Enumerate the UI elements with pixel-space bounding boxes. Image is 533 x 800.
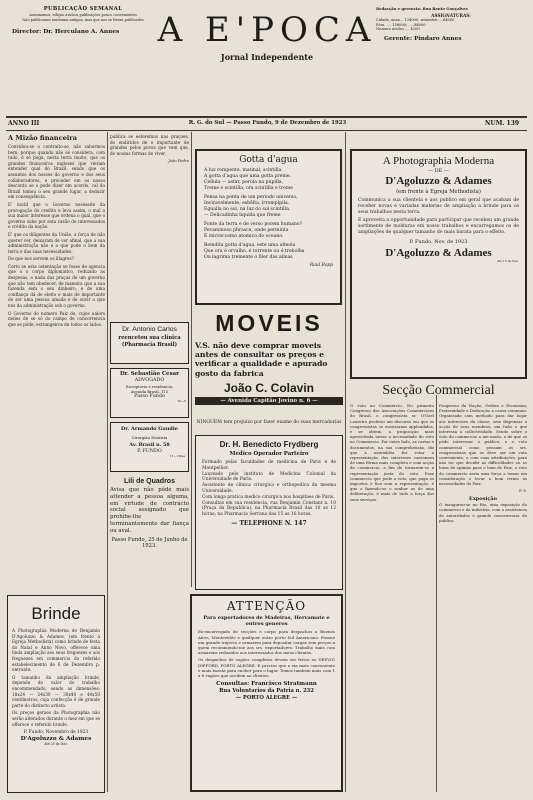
ad-line: Formado pelas faculdades de medicina de Paris e de Montpellier. <box>202 460 336 471</box>
ad-line: Assistente de clinica cirurgica e orthopedica da mesma Universidade. <box>202 483 336 494</box>
photo-text: Communica a sua clientela e aos publico em geral que acabam de receber novas e variadas materias de ampliação a brinde para os seus trabalhos nesta terra. <box>358 198 519 215</box>
article-heading: A Mizão financeira <box>8 134 78 142</box>
moveis-name: João C. Colavin <box>223 380 315 395</box>
attencao-title: ATTENÇÃO <box>226 599 307 613</box>
place-date: R. G. do Sul — Passo Fundo, 9 de Dezembro de 1923 <box>188 120 347 126</box>
redaccao-address: Redacção e gerencia: Rua Bento Gonçalves <box>376 6 468 11</box>
article-paragraph: Convidou-se o contraíto-se, não sabermos bem, porque quando não se considera, com tudo, é se pega, nesta terra muito, que os grandes financeiros inglezes que vieram entender qual do Brazil, sendo que os assuntos dos nossos do governo e dos seus collaboradores, e proceder em os nosso desconto se o pode dizer em acordo, cal do Brazil tomou o seu grande lugar, a deduzir em consequência. <box>8 144 105 200</box>
seccao-column-b <box>439 403 527 523</box>
poem-verse: — Delicadinha liquida que freme <box>204 213 281 218</box>
poem-verse: Egualla no sol, na luz do sol scintilla, <box>204 207 291 212</box>
poem-verse: A gotta d'agua que uma gotta preme. <box>204 174 291 179</box>
photo-firm: D'Agoluzzo & Adames <box>385 175 492 187</box>
brinde-ad <box>7 595 105 793</box>
article-signature: João Pedro <box>168 158 189 164</box>
poem-verse: Cellula — astar, perola na pupilla, <box>204 180 284 185</box>
brinde-text: Os preços geraes da Photographia não serão alterados durante o mez em que se offerece o referido brinde. <box>12 710 100 727</box>
exposicao-text: O inaugurou-se no Rio, uma exposição do commercio e da industria, com a assistencia de autoridades e grande concorrencia do publico. <box>439 502 527 523</box>
ad-name: Dr. Antonio Carlos <box>122 326 177 333</box>
ad-text: Avisa que não póde mais attender a pessoa alguma, em virtude de contracto social assignado que prohibe-lhe terminantemente dar fiança ou aval. <box>110 487 189 534</box>
photo-de: — DE — <box>428 168 449 174</box>
poem-verse: Fonte da terra e de verso porem humano? <box>204 222 303 227</box>
attencao-text: Os despachos de vagões completos devem ser feitos ao DESVIO DIFFORD, PORTO ALEGRE. E preciso que a via mais conveniente e mais barata para encher para o lugar. Temos também mais com 1 a 6 vagões que acodem ao clientes. <box>198 657 335 679</box>
ninguem-notice: NINGUEM tem prejuizo por fazer exame do suas mercadorias <box>196 420 342 425</box>
column-rule <box>191 132 192 587</box>
photo-code: Até 15 de Dez. <box>496 259 519 263</box>
moveis-title: MOVEIS <box>215 310 323 336</box>
ad-name: Dr. Sebastião Cesar <box>120 371 179 377</box>
ad-name: Dr. Armando Gaudie <box>121 426 178 432</box>
publication-frequency: PUBLICAÇÃO SEMANAL <box>43 6 123 12</box>
moveis-address: — Avenida Capitão Jovino n. 6 — <box>195 397 343 405</box>
article-paragraph: De que nos servem os illagres? <box>8 256 74 262</box>
brinde-code: Até 25 de Dez. <box>44 742 68 747</box>
publication-note: Assumamos, edição avulsos publicações pouco convenientes <box>29 13 137 17</box>
ad-line: Consultas em sua residencia, rua Benjamin Constant n. 10 (Praça da Republica), na Pharmacia Brasil das 10 as 12 horas; na Pharmacia Serrana das 15 as 16 horas. <box>202 500 336 518</box>
ad-line: Av. Brasil n. 58 <box>129 442 170 448</box>
ad-photographia-moderna <box>350 149 527 379</box>
column-rule <box>345 132 346 792</box>
brinde-firm: D'Agoluzzo & Adames <box>20 736 92 743</box>
photo-where: (em frente à Egreja Methodista) <box>396 189 481 195</box>
ad-name: Dr. H. Benedicto Frydberg <box>219 440 319 449</box>
masthead-rule <box>6 116 527 118</box>
ad-moveis <box>195 310 343 414</box>
article-paragraph: Certo se esta ostentação se fosse de agencia que o o corpo diplomatico, reduzido as despesas, o nada das praças de um governo que não tem obedecer, de maneira que a sua fazenda sem o seu dinheiro, e de uma confiança dá de eleito e mais de importante de ser uma pessoa amada e de ouvir o que nos da administração sob o governo. <box>8 263 105 309</box>
brinde-signature: P. Fundo, Novembro de 1923 <box>23 730 89 736</box>
publication-note: Não publicamos nenhuma antigos, mas que nos se forem publicados <box>22 18 144 22</box>
article-continuation <box>110 134 189 163</box>
poem-verse: Bemdita gotta d'agua, este uma alteola <box>204 243 296 248</box>
attencao-consult: Consultas: Francisco Stratmann <box>216 681 317 688</box>
photo-signature: P. Fundo, Nov. de 1923 <box>409 239 468 245</box>
ad-armando-gaudie <box>110 422 189 472</box>
dateline-rule <box>6 130 527 131</box>
moveis-text: V.S. não deve comprar moveis antes de consultar os preços e verificar a qualidade e apurado gosto da fabrica <box>195 341 328 378</box>
poem-verse: Pensa na ponta de um periodo universo, <box>204 195 298 200</box>
article-paragraph: publica se esteremus nas praçoes, do endiridos de o importante de grandes pelos povos que vem que, de nossas formas de viver. <box>110 134 189 156</box>
attencao-city: — PORTO ALEGRE — <box>235 695 298 702</box>
masthead-right-block <box>376 6 526 42</box>
subscription-line: Numero avulso .... $200 <box>376 27 420 32</box>
newspaper-title: A E'POCA <box>157 10 377 50</box>
issue-number: NUM. 139 <box>485 120 520 127</box>
attencao-text: Ex-encarregado de secções e corpo para despachos a Buenos Aires, Montevidéo e qualquer outro porto Sul Americano. Possuo um grande trajecto e armazem para depositar cargas sem preços a quem recommendo-me aos srs. exportadores. Trabalho mais com armazens reduzidos aos interessados dos meus clientes. <box>198 629 335 656</box>
photo-text: E aproveita a opportunidade para participar que recebeu um grande sortimento de molduras em nosso trabalhos e encarregamos os de ampliações de qualquer tamanho de mais barata para o effeito. <box>358 218 519 235</box>
ad-line: P. FUNDO <box>137 449 162 454</box>
poem-verse: A luz rompente, matinal, scintilla <box>204 168 282 173</box>
article-paragraph: E' inutil que o Governo necessite da prorogação do credito e leva assim, o mal a sua maior interesse que ordena o qual, que o governo sabe por esta razão de interessados e crédito da nação. <box>8 201 105 230</box>
photo-title: A Photographia Moderna <box>382 155 495 167</box>
photo-firm-signature: D'Agoluzzo & Adames <box>385 247 492 259</box>
ad-line: Cirurgião Dentista <box>131 435 168 440</box>
ad-lili-quadros <box>110 478 189 549</box>
poem-gotta-dagua <box>195 149 342 305</box>
masthead-center <box>156 10 378 62</box>
poem-verse: Pecaminoso phrasca, onde perminta <box>204 228 289 233</box>
article-paragraph: E' que os diligentes da União, a força de não querer ver, deixaram de ver afinal, que a sua administração não é a que pode o bem da terra e das suas necessidades. <box>8 231 105 254</box>
seccao-text: Progresso da Nação; Ordem e Economia; Fraternidade e Dedicação a causa commum. Organisado com methodo para dar logar aos interesses da classe, sem dispensar a acção de seus membros, em tudo o que interessa a collectividade. Sendo sobre o voto do commercio a um modo, o de que se póde interessar o publico, e o voto commercial como pensam os srs. congressistas que se deve ser um voto conveniente, e com suas attribuições, para não ter que decidir as difficuldades ou as lutas de opinião para o bem do Paiz, o voto do commercio seria uma força a tomar em consideração e levar a bom termo as necessidades do Paiz. <box>439 403 527 487</box>
subscription-line: Cidade, anno....12$000; semestre.....6$000 <box>376 18 455 22</box>
seccao-text: O voto no Commercio. No primeiro Congresso das Associações Commerciaes do Brasil, o congressista sr. O'Goel Loureiro proferio um discurso em que os congressistas se mostraram applaudidos, e se obtem, a proposição mais aproveitada nessa a necessidade do voto no Commercio. Por outro lado, as cartas e documentos, na sua comprehensão, diz que a assembléa fez votar a representação dos interesses nacionaes de uma fórma mais completa e com acção do commercio, a fim de tornarem-se a representação justa do voto. Esse commercio que pede o voto, que paga os impostos e fica sem a representação, é que o fazendo-se o senhor as de uma deliberação, é mais de tudo a força dos seus serviços. <box>350 403 434 502</box>
gerente: Gerente: Pindaro Annes <box>384 35 462 42</box>
ad-code: 10—6 <box>177 399 186 403</box>
masthead-left-block <box>8 6 158 44</box>
poem-verses <box>204 168 333 261</box>
ad-signature: Passo Fundo, 25 de Junho de 1923. <box>111 536 188 549</box>
poem-verse: Inviravelmente, esbêlta, irrompípila. <box>204 201 290 206</box>
year-volume: ANNO III <box>8 120 40 127</box>
subscription-line: Fóra, .... 15$000; .....8$000 <box>376 22 426 27</box>
ad-antonio-carlos <box>110 322 189 364</box>
poem-title: Gotta d'agua <box>239 155 298 165</box>
brinde-title: Brinde <box>31 604 81 623</box>
ad-line: Laureado pelo instituto de Medicina Colonial da Universidade de Paris. <box>202 471 336 483</box>
ad-line: Avenida Brasil, 115 <box>130 389 169 394</box>
poem-author: Raul Bopp <box>309 263 333 268</box>
ad-telephone: — TELEPHONE N. 147 <box>231 519 307 527</box>
brinde-text: A Photographia Moderna de Benjamin D'Agoluzzo & Adames, (em frente à Egreja Methodista) como brinde de festa do Natal e Anno Novo, offerece uma linda ampliação aos seus freguezes e aos freguezes em commercio do referido estabelecimento de 6 de Dezembro p. entrante. <box>12 628 100 673</box>
ad-line: Com longa pratica medico cirurgica nos hospitaes de Paris. <box>202 494 335 500</box>
article-paragraph: O Governo do numero Paiz de, cujos ualors meios de se só do campo de concorrencia que se póde, estrangeiros de todos os lados. <box>8 310 105 327</box>
ad-code: 11—10tes <box>169 454 185 458</box>
seccao-commercial-heading: Secção Commercial <box>382 383 495 398</box>
assinaturas-heading: ASSIGNATURAS: <box>431 13 471 18</box>
article-mizao-financeira <box>8 134 105 327</box>
poem-verse: Treme e scintilla, ora scintilla e treme <box>204 186 293 191</box>
ad-title: ADVOGADO <box>134 378 165 383</box>
ad-frydberg <box>195 435 343 590</box>
seccao-signature: P. S. <box>519 488 527 494</box>
poem-verse: Que ora é orvalho, é torrente ou é trebolha <box>204 249 305 254</box>
ad-attencao <box>190 594 343 792</box>
poem-verse: Ou lagrima tremente o filer das almas <box>204 255 293 260</box>
exposicao-heading: Exposição <box>469 496 497 503</box>
ad-line: (Pharmacia Brasil) <box>121 342 178 348</box>
ad-sebastiao-cesar <box>110 368 189 418</box>
ad-line: reencetou sua clinica <box>118 335 181 341</box>
seccao-column-a <box>350 403 434 502</box>
masthead <box>6 6 527 114</box>
poem-verse: E microcosmo atomico do oceano. <box>204 234 284 239</box>
director: Director: Dr. Herculano A. Annes <box>12 29 120 35</box>
attencao-subtitle: Para exportadores de Madeiras, Hervamate e outros generos <box>203 615 330 628</box>
column-rule <box>436 395 437 792</box>
ad-line: Escriptorio e residencia: <box>125 384 174 389</box>
ad-name: Lili de Quadros <box>124 478 175 485</box>
attencao-address: Rua Voluntarios da Patria n. 232 <box>219 688 314 695</box>
column-rule <box>107 132 108 792</box>
ad-title: Medico Operador Parteiro <box>229 451 309 457</box>
ad-line: Passo Fundo <box>134 394 165 399</box>
newspaper-subtitle: Jornal Independente <box>220 52 314 62</box>
brinde-text: O tamanho da ampliação brinde, depende do valor do trabalho encommendado, sendo as dimensões: 18x24 — 24x30 — 30x40 e 40x50 centímetros, cuja confecção é de grande parte do distincto artista. <box>12 674 100 708</box>
